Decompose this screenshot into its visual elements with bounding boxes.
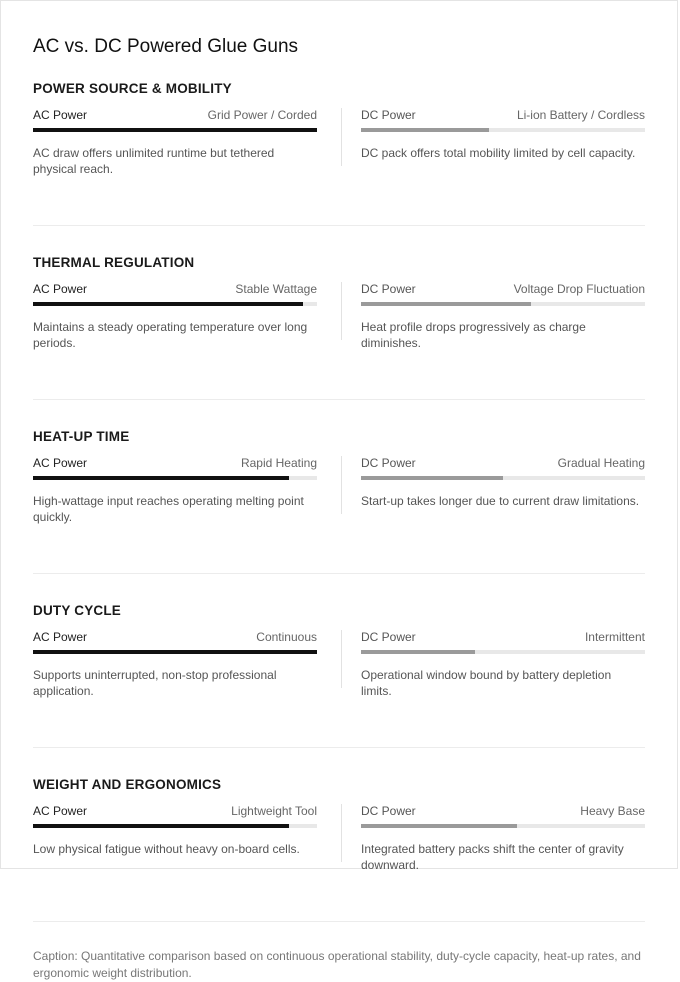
- ac-header: [33, 282, 317, 297]
- dc-level-fill: [361, 650, 475, 654]
- ac-header: [33, 108, 317, 123]
- caption: Caption: Quantitative comparison based on continuous operational stability, duty-cycle capacity, heat-up rates, and ergonomic weight distribution.: [33, 949, 641, 980]
- dc-level-bar: [361, 824, 645, 828]
- ac-description: AC draw offers unlimited runtime but tethered physical reach.: [33, 146, 275, 176]
- ac-tag: Rapid Heating: [240, 456, 318, 470]
- dc-header: [361, 630, 645, 645]
- ac-level-fill: [33, 302, 303, 306]
- section-title: DUTY CYCLE: [33, 603, 122, 618]
- section-thermal-regulation: [33, 255, 645, 400]
- comparison-row: [33, 108, 645, 177]
- dc-level-bar: [361, 302, 645, 306]
- ac-tag: Grid Power / Corded: [207, 108, 318, 122]
- ac-column: [33, 108, 317, 177]
- dc-column: [361, 108, 645, 177]
- ac-level-bar: [33, 476, 317, 480]
- ac-tag: Continuous: [256, 630, 318, 644]
- dc-column: [361, 282, 645, 351]
- dc-header: [361, 804, 645, 819]
- section-heat-up-time: [33, 429, 645, 574]
- dc-description: Integrated battery packs shift the center of gravity downward.: [360, 842, 624, 872]
- column-divider: [341, 630, 342, 688]
- dc-tag: Voltage Drop Fluctuation: [513, 282, 645, 296]
- ac-label: AC Power: [33, 630, 88, 644]
- ac-level-fill: [33, 476, 289, 480]
- dc-tag: Heavy Base: [580, 804, 645, 818]
- ac-level-bar: [33, 824, 317, 828]
- dc-header: [361, 282, 645, 297]
- column-divider: [341, 282, 342, 340]
- dc-level-fill: [361, 824, 517, 828]
- section-power-source: [33, 81, 645, 226]
- ac-label: AC Power: [33, 282, 88, 296]
- page-title: AC vs. DC Powered Glue Guns: [33, 36, 299, 57]
- ac-column: [33, 630, 317, 699]
- ac-level-fill: [33, 650, 317, 654]
- section-duty-cycle: [33, 603, 645, 748]
- ac-header: [33, 630, 317, 645]
- dc-tag: Li-ion Battery / Cordless: [516, 108, 645, 122]
- ac-tag: Stable Wattage: [235, 282, 318, 296]
- dc-tag: Intermittent: [584, 630, 645, 644]
- dc-header: [361, 456, 645, 471]
- column-divider: [341, 108, 342, 166]
- ac-description: Supports uninterrupted, non-stop professional application.: [33, 668, 277, 698]
- ac-header: [33, 456, 317, 471]
- section-title: THERMAL REGULATION: [33, 255, 195, 270]
- dc-label: DC Power: [360, 804, 416, 818]
- column-divider: [341, 804, 342, 862]
- dc-description: DC pack offers total mobility limited by cell capacity.: [360, 146, 636, 160]
- dc-label: DC Power: [360, 630, 416, 644]
- ac-tag: Lightweight Tool: [231, 804, 318, 818]
- dc-column: [361, 804, 645, 873]
- dc-description: Operational window bound by battery depletion limits.: [360, 668, 612, 698]
- dc-level-fill: [361, 302, 531, 306]
- dc-level-bar: [361, 128, 645, 132]
- ac-level-fill: [33, 824, 289, 828]
- comparison-row: [33, 804, 645, 873]
- column-divider: [341, 456, 342, 514]
- dc-tag: Gradual Heating: [557, 456, 645, 470]
- ac-description: High-wattage input reaches operating melting point quickly.: [33, 494, 304, 524]
- ac-level-bar: [33, 128, 317, 132]
- ac-column: [33, 282, 317, 351]
- section-weight-ergonomics: [33, 777, 645, 922]
- section-title: POWER SOURCE & MOBILITY: [33, 81, 232, 96]
- ac-label: AC Power: [33, 108, 88, 122]
- ac-description: Maintains a steady operating temperature over long periods.: [33, 320, 308, 350]
- ac-description: Low physical fatigue without heavy on-board cells.: [33, 842, 300, 856]
- dc-column: [361, 456, 645, 525]
- comparison-row: [33, 630, 645, 699]
- ac-level-bar: [33, 650, 317, 654]
- ac-level-bar: [33, 302, 317, 306]
- ac-column: [33, 804, 317, 873]
- section-title: HEAT-UP TIME: [33, 429, 130, 444]
- dc-level-bar: [361, 476, 645, 480]
- ac-label: AC Power: [33, 804, 88, 818]
- ac-column: [33, 456, 317, 525]
- dc-level-bar: [361, 650, 645, 654]
- dc-level-fill: [361, 128, 489, 132]
- dc-header: [361, 108, 645, 123]
- dc-description: Start-up takes longer due to current draw limitations.: [360, 494, 640, 508]
- ac-header: [33, 804, 317, 819]
- comparison-row: [33, 282, 645, 351]
- dc-description: Heat profile drops progressively as charge diminishes.: [360, 320, 586, 350]
- ac-label: AC Power: [33, 456, 88, 470]
- ac-level-fill: [33, 128, 317, 132]
- comparison-row: [33, 456, 645, 525]
- dc-column: [361, 630, 645, 699]
- dc-label: DC Power: [360, 456, 416, 470]
- dc-level-fill: [361, 476, 503, 480]
- sections-list: [33, 81, 645, 922]
- dc-label: DC Power: [360, 108, 416, 122]
- section-title: WEIGHT AND ERGONOMICS: [33, 777, 222, 792]
- dc-label: DC Power: [360, 282, 416, 296]
